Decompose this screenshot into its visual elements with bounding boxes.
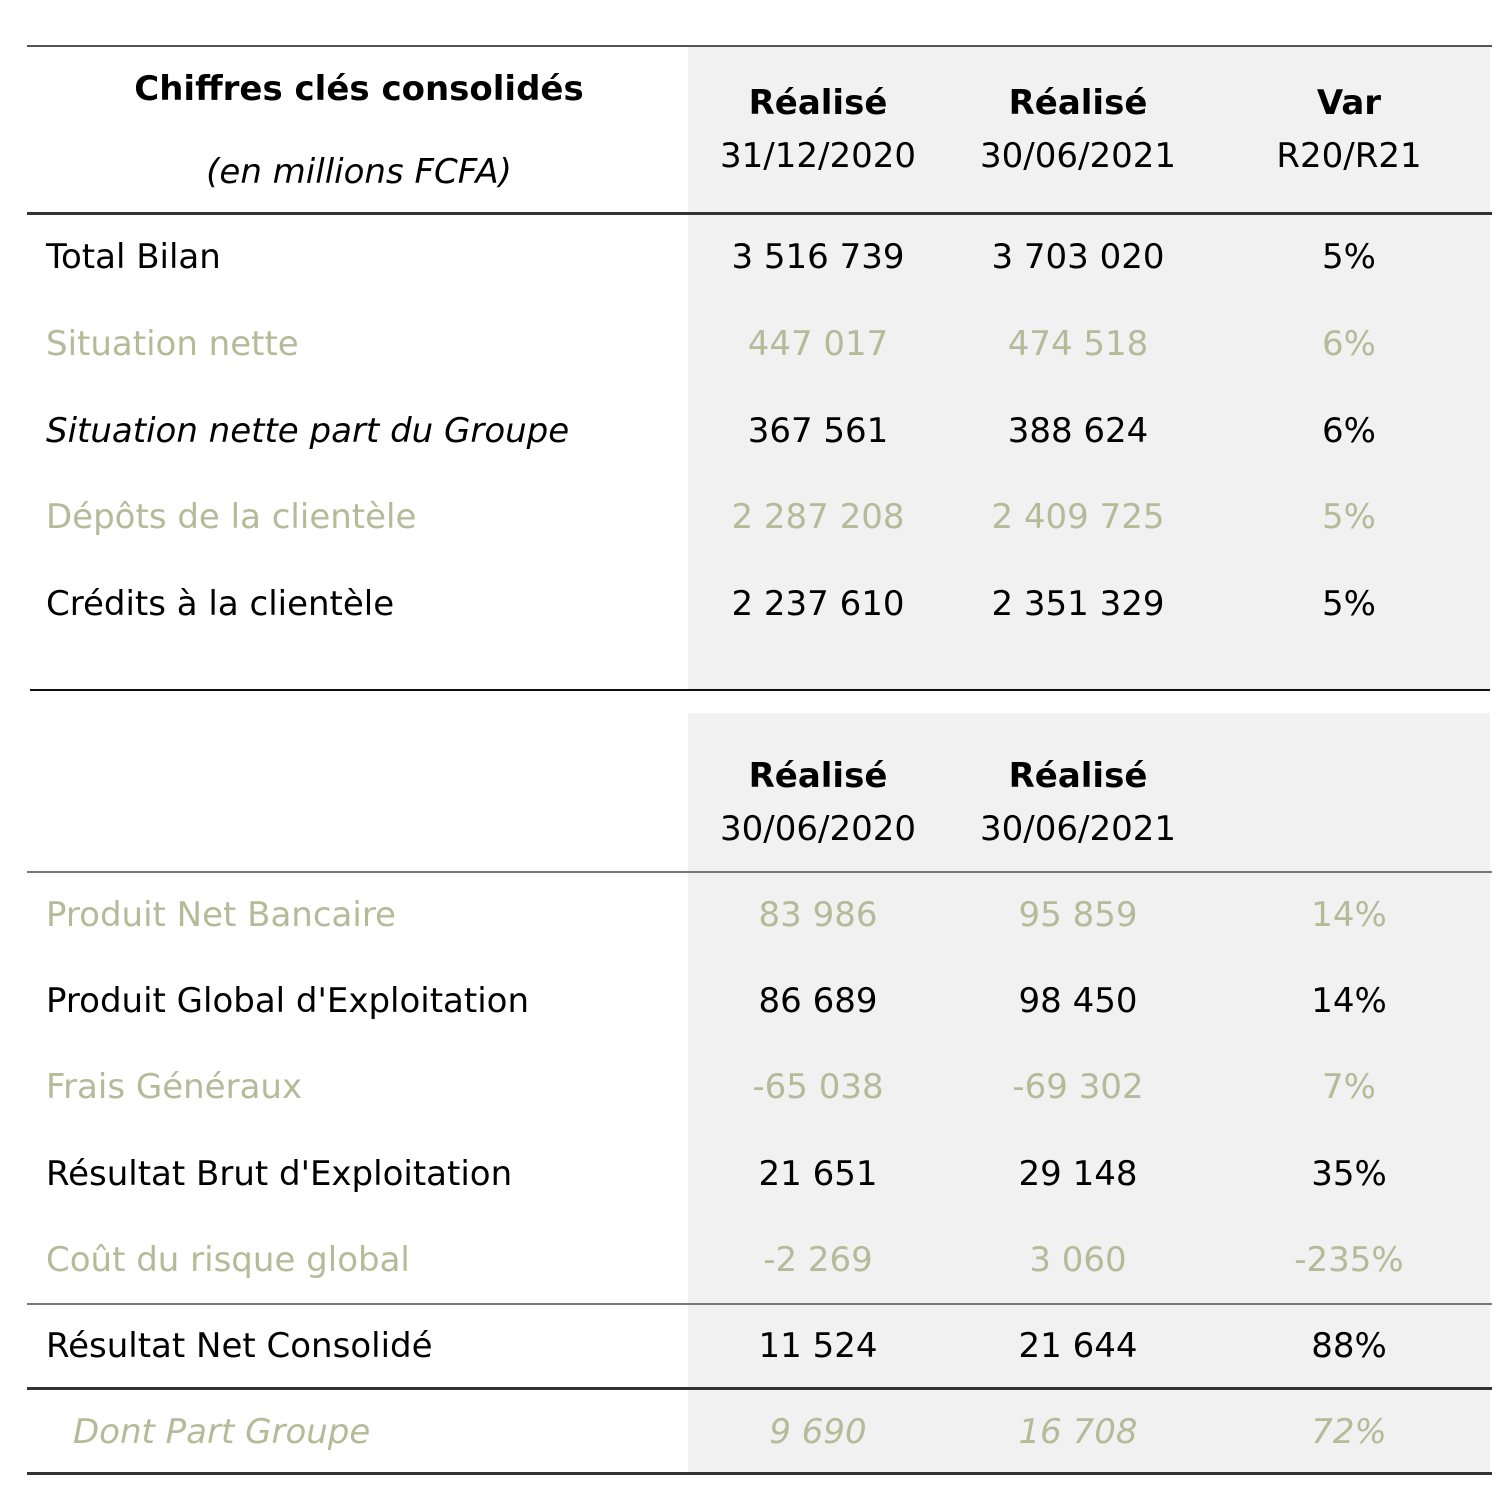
row-value-1: 11 524	[758, 1326, 878, 1366]
row-value-1: -65 038	[752, 1067, 884, 1107]
row-label: Situation nette	[46, 324, 299, 364]
row-value-2: -69 302	[1012, 1067, 1144, 1107]
row-value-2: 474 518	[1007, 324, 1149, 364]
row-value-2: 98 450	[1018, 981, 1138, 1021]
row-var: 6%	[1322, 324, 1376, 364]
row-label: Résultat Net Consolidé	[46, 1326, 433, 1366]
rule-header2-bottom	[27, 871, 1492, 873]
row-value-1: 9 690	[769, 1412, 867, 1452]
row-var: 14%	[1311, 895, 1387, 935]
row-label: Dont Part Groupe	[73, 1412, 371, 1452]
row-value-2: 3 060	[1029, 1240, 1127, 1280]
row-var: 5%	[1322, 584, 1376, 624]
row-var: 5%	[1322, 237, 1376, 277]
row-value-2: 2 409 725	[991, 497, 1165, 537]
col2-header	[948, 77, 1208, 183]
row-value-2: 3 703 020	[991, 237, 1165, 277]
row-var: 35%	[1311, 1154, 1387, 1194]
row-value-1: 3 516 739	[731, 237, 905, 277]
col2-header-2-label: Réalisé	[1008, 756, 1148, 796]
table-title: Chiffres clés consolidés	[134, 69, 584, 109]
row-value-1: 21 651	[758, 1154, 878, 1194]
col2-header-label: Réalisé	[1008, 83, 1148, 123]
col2-header-date: 30/06/2021	[980, 136, 1176, 176]
row-value-2: 16 708	[1018, 1412, 1138, 1452]
row-value-2: 21 644	[1018, 1326, 1138, 1366]
row-value-1: 447 017	[747, 324, 889, 364]
row-value-1: 367 561	[747, 411, 889, 451]
col1-header-2-date: 30/06/2020	[720, 809, 916, 849]
col1-header-2-label: Réalisé	[748, 756, 888, 796]
row-label: Produit Net Bancaire	[46, 895, 396, 935]
col1-header-date: 31/12/2020	[720, 136, 916, 176]
row-var: 14%	[1311, 981, 1387, 1021]
col2-header-2-date: 30/06/2021	[980, 809, 1176, 849]
row-label: Total Bilan	[46, 237, 221, 277]
col3-header	[1208, 77, 1490, 183]
row-label: Frais Généraux	[46, 1067, 303, 1107]
rule-header1-bottom	[27, 212, 1492, 215]
row-var: -235%	[1294, 1240, 1404, 1280]
col1-header-label: Réalisé	[748, 83, 888, 123]
row-label: Crédits à la clientèle	[46, 584, 395, 624]
row-label: Résultat Brut d'Exploitation	[46, 1154, 513, 1194]
row-label: Coût du risque global	[46, 1240, 410, 1280]
row-label: Produit Global d'Exploitation	[46, 981, 530, 1021]
col3-header-label: Var	[1316, 83, 1382, 123]
row-label: Dépôts de la clientèle	[46, 497, 417, 537]
row-value-1: -2 269	[763, 1240, 873, 1280]
row-value-1: 2 287 208	[731, 497, 905, 537]
row-value-1: 86 689	[758, 981, 878, 1021]
row-value-2: 95 859	[1018, 895, 1138, 935]
row-value-2: 388 624	[1007, 411, 1149, 451]
table-subtitle: (en millions FCFA)	[206, 152, 512, 192]
row-var: 88%	[1311, 1326, 1387, 1366]
col3-header-sub: R20/R21	[1276, 136, 1422, 176]
rule-after-net	[27, 1387, 1492, 1390]
row-value-1: 83 986	[758, 895, 878, 935]
col1-header-2	[688, 750, 948, 856]
row-var: 7%	[1322, 1067, 1376, 1107]
row-var: 6%	[1322, 411, 1376, 451]
row-label: Situation nette part du Groupe	[46, 411, 570, 451]
row-var: 72%	[1311, 1412, 1387, 1452]
rule-before-net	[27, 1303, 1492, 1305]
col1-header	[688, 77, 948, 183]
rule-top	[27, 45, 1492, 47]
rule-section-divider	[30, 689, 1490, 691]
row-value-1: 2 237 610	[731, 584, 905, 624]
row-var: 5%	[1322, 497, 1376, 537]
rule-bottom	[27, 1472, 1492, 1475]
row-value-2: 29 148	[1018, 1154, 1138, 1194]
col2-header-2	[948, 750, 1208, 856]
row-value-2: 2 351 329	[991, 584, 1165, 624]
